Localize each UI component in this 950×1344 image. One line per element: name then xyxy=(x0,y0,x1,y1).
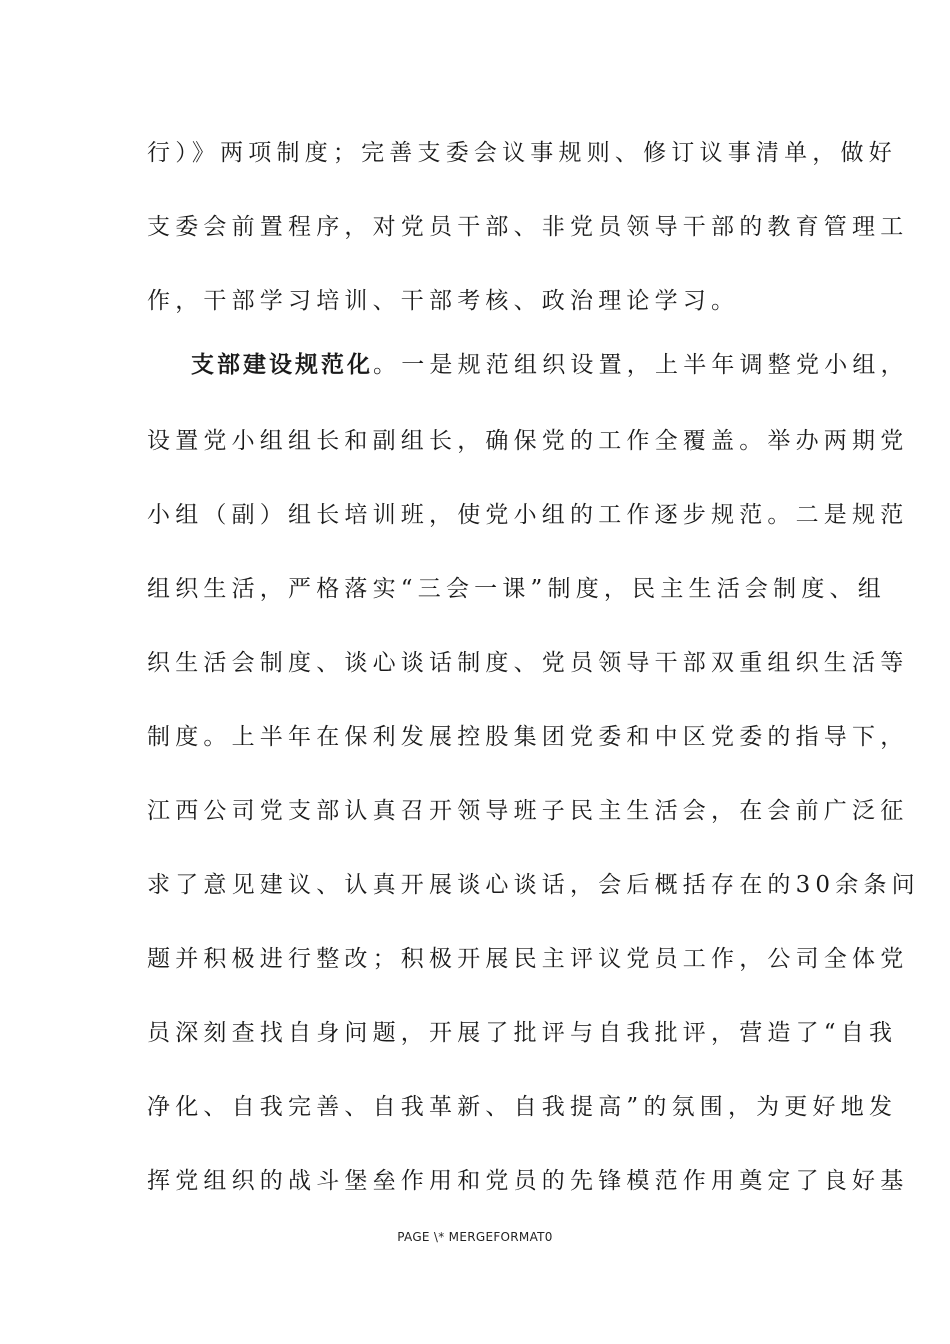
paragraph-line: 挥党组织的战斗堡垒作用和党员的先锋模范作用奠定了良好基 xyxy=(147,1168,909,1194)
paragraph-line: 设置党小组组长和副组长，确保党的工作全覆盖。举办两期党 xyxy=(147,428,909,454)
paragraph-line: 员深刻查找自身问题，开展了批评与自我批评，营造了“自我 xyxy=(147,1020,898,1046)
paragraph-line: 支委会前置程序，对党员干部、非党员领导干部的教育管理工 xyxy=(147,214,909,240)
paragraph-line: 江西公司党支部认真召开领导班子民主生活会，在会前广泛征 xyxy=(147,798,909,824)
paragraph-line: 题并积极进行整改；积极开展民主评议党员工作，公司全体党 xyxy=(147,946,909,972)
paragraph-line: 织生活会制度、谈心谈话制度、党员领导干部双重组织生活等 xyxy=(147,650,909,676)
paragraph-line: 组织生活，严格落实“三会一课”制度，民主生活会制度、组 xyxy=(147,576,886,602)
paragraph-line: 作，干部学习培训、干部考核、政治理论学习。 xyxy=(147,288,740,314)
paragraph-text: 。一是规范组织设置，上半年调整党小组， xyxy=(373,352,909,378)
paragraph-line: 求了意见建议、认真开展谈心谈话，会后概括存在的30余条问 xyxy=(147,872,920,898)
section-lead-heading: 支部建设规范化 xyxy=(191,351,373,378)
paragraph-first-line xyxy=(191,350,909,380)
paragraph-line: 净化、自我完善、自我革新、自我提高”的氛围，为更好地发 xyxy=(147,1094,898,1120)
page-footer: PAGE \* MERGEFORMAT0 xyxy=(397,1230,553,1244)
paragraph-line: 行）》两项制度；完善支委会议事规则、修订议事清单，做好 xyxy=(147,140,897,166)
paragraph-line: 小组（副）组长培训班，使党小组的工作逐步规范。二是规范 xyxy=(147,502,909,528)
paragraph-line: 制度。上半年在保利发展控股集团党委和中区党委的指导下， xyxy=(147,724,909,750)
